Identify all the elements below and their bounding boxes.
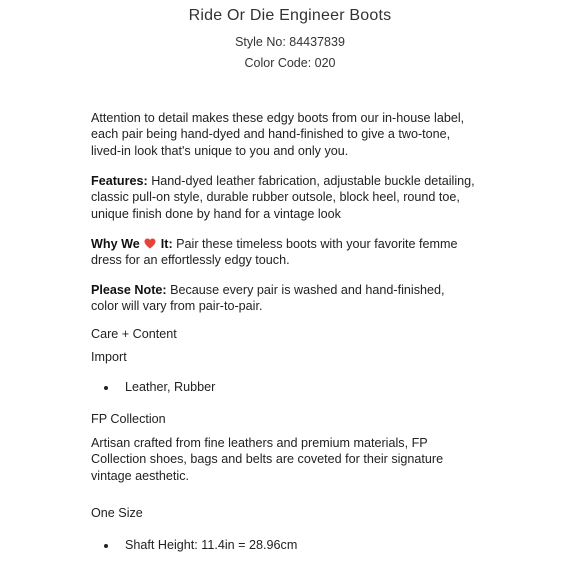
materials-text: Leather, Rubber: [125, 380, 216, 394]
size-heading: One Size: [91, 506, 143, 520]
features-text: Hand-dyed leather fabrication, adjustable buckle detailing, classic pull-on style, durable rubber outsole, block heel, round toe, unique finish done by hand for a vintage look: [91, 174, 475, 221]
please-note-paragraph: [91, 282, 471, 315]
note-text: Because every pair is washed and hand-finished, color will vary from pair-to-pair.: [91, 283, 445, 314]
color-code: Color Code: 020: [244, 56, 336, 70]
collection-text: Artisan crafted from fine leathers and premium materials, FP Collection shoes, bags and belts are coveted for their signature vintage aesthetic.: [91, 436, 444, 483]
heart-icon: [144, 238, 156, 249]
style-number: Style No: 84437839: [235, 35, 345, 49]
care-content-heading: Care + Content: [91, 327, 177, 341]
shaft-height-text: Shaft Height: 11.4in = 28.96cm: [125, 538, 298, 552]
collection-heading: FP Collection: [91, 412, 166, 426]
why-we-love-paragraph: [91, 236, 471, 269]
features-paragraph: [91, 173, 476, 222]
why-text: Pair these timeless boots with your favorite femme dress for an effortlessly edgy touch.: [91, 237, 458, 268]
features-label: Features:: [91, 174, 148, 188]
note-label: Please Note:: [91, 283, 167, 297]
origin-label: Import: [91, 350, 127, 364]
bullet-icon: [104, 386, 108, 390]
description-intro: Attention to detail makes these edgy boots from our in-house label, each pair being hand-dyed and hand-finished to give a two-tone, lived-in look that's unique to you and only you.: [91, 111, 465, 158]
shaft-height-list-item: [104, 538, 297, 552]
bullet-icon: [104, 544, 108, 548]
product-title: Ride Or Die Engineer Boots: [188, 7, 392, 24]
why-label-post: It:: [157, 237, 173, 251]
why-label-pre: Why We: [91, 237, 144, 251]
materials-list-item: [104, 380, 215, 394]
why-label: [91, 237, 173, 251]
